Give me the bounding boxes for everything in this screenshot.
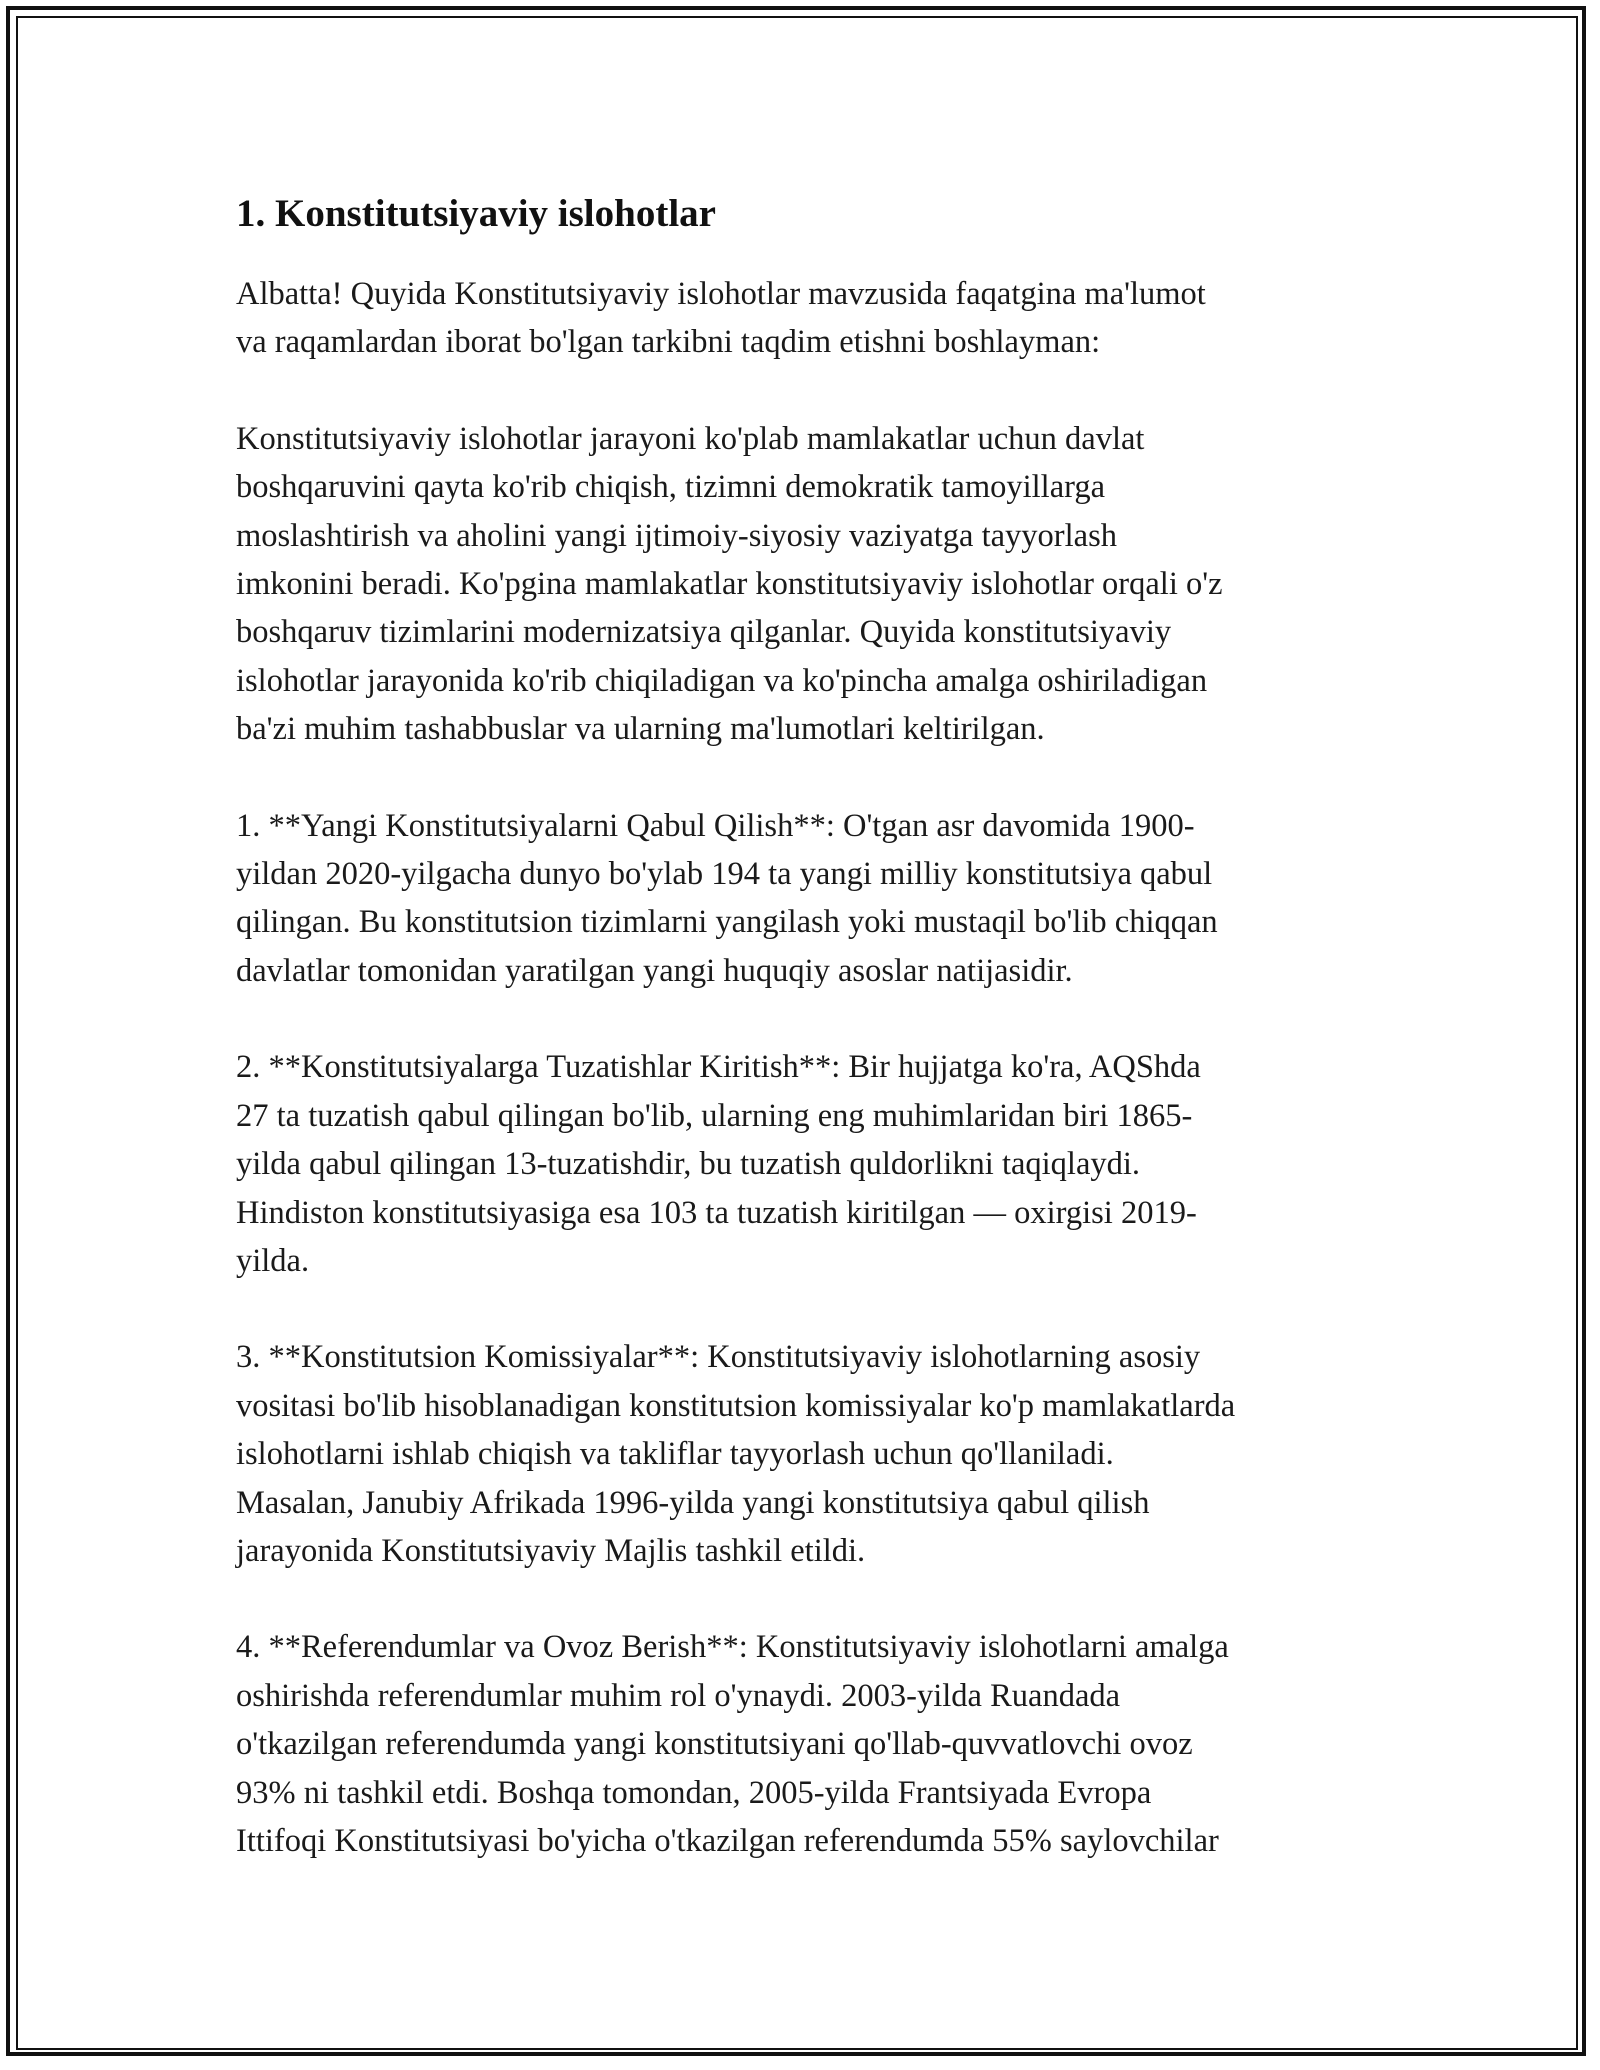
text-line: qilingan. Bu konstitutsion tizimlarni yangilash yoki mustaqil bo'lib chiqqan [236, 904, 1218, 941]
item-2-paragraph [236, 1043, 1376, 1285]
text-line: 27 ta tuzatish qabul qilingan bo'lib, ularning eng muhimlaridan biri 1865- [236, 1097, 1193, 1134]
text-line: yildan 2020-yilgacha dunyo bo'ylab 194 ta yangi milliy konstitutsiya qabul [236, 856, 1213, 893]
text-line: moslashtirish va aholini yangi ijtimoiy-siyosiy vaziyatga tayyorlash [236, 517, 1117, 554]
text-line: Masalan, Janubiy Afrikada 1996-yilda yangi konstitutsiya qabul qilish [236, 1484, 1150, 1521]
text-line: Hindiston konstitutsiyasiga esa 103 ta tuzatish kiritilgan — oxirgisi 2019- [236, 1194, 1197, 1231]
text-line: Konstitutsiyaviy islohotlar jarayoni ko'plab mamlakatlar uchun davlat [236, 420, 1145, 457]
text-line: vositasi bo'lib hisoblanadigan konstitutsion komissiyalar ko'p mamlakatlarda [236, 1387, 1236, 1424]
text-line: imkonini beradi. Ko'pgina mamlakatlar konstitutsiyaviy islohotlar orqali o'z [236, 566, 1223, 603]
paragraph-list [236, 270, 1376, 1865]
text-line: jarayonida Konstitutsiyaviy Majlis tashkil etildi. [236, 1532, 866, 1569]
section-heading: 1. Konstitutsiyaviy islohotlar [236, 192, 716, 235]
text-line: Ittifoqi Konstitutsiyasi bo'yicha o'tkazilgan referendumda 55% saylovchilar [236, 1822, 1219, 1859]
document-body [236, 188, 1376, 1913]
text-line: oshirishda referendumlar muhim rol o'ynaydi. 2003-yilda Ruandada [236, 1677, 1121, 1714]
text-line: 4. **Referendumlar va Ovoz Berish**: Konstitutsiyaviy islohotlarni amalga [236, 1629, 1229, 1666]
text-line: 1. **Yangi Konstitutsiyalarni Qabul Qilish**: O'tgan asr davomida 1900- [236, 807, 1195, 844]
text-line: 2. **Konstitutsiyalarga Tuzatishlar Kiritish**: Bir hujjatga ko'ra, AQShda [236, 1049, 1201, 1086]
text-line: davlatlar tomonidan yaratilgan yangi huquqiy asoslar natijasidir. [236, 952, 1073, 989]
text-line: islohotlarni ishlab chiqish va takliflar tayyorlash uchun qo'llaniladi. [236, 1436, 1114, 1473]
text-line: boshqaruvini qayta ko'rib chiqish, tizimni demokratik tamoyillarga [236, 469, 1106, 506]
text-line: yilda. [236, 1242, 310, 1279]
item-3-paragraph [236, 1333, 1376, 1575]
text-line: boshqaruv tizimlarini modernizatsiya qilganlar. Quyida konstitutsiyaviy [236, 614, 1172, 651]
text-line: yilda qabul qilingan 13-tuzatishdir, bu tuzatish quldorlikni taqiqlaydi. [236, 1146, 1141, 1183]
intro-paragraph [236, 270, 1376, 367]
text-line: 93% ni tashkil etdi. Boshqa tomondan, 2005-yilda Frantsiyada Evropa [236, 1774, 1152, 1811]
text-line: Albatta! Quyida Konstitutsiyaviy islohotlar mavzusida faqatgina ma'lumot [236, 276, 1206, 312]
text-line: islohotlar jarayonida ko'rib chiqiladigan va ko'pincha amalga oshiriladigan [236, 662, 1208, 699]
text-line: va raqamlardan iborat bo'lgan tarkibni taqdim etishni boshlayman: [236, 324, 1101, 361]
text-line: 3. **Konstitutsion Komissiyalar**: Konstitutsiyaviy islohotlarning asosiy [236, 1339, 1201, 1376]
text-line: o'tkazilgan referendumda yangi konstitutsiyani qo'llab-quvvatlovchi ovoz [236, 1726, 1193, 1763]
text-line: ba'zi muhim tashabbuslar va ularning ma'lumotlari keltirilgan. [236, 711, 1045, 748]
overview-paragraph [236, 415, 1376, 754]
item-4-paragraph [236, 1623, 1376, 1865]
item-1-paragraph [236, 802, 1376, 996]
